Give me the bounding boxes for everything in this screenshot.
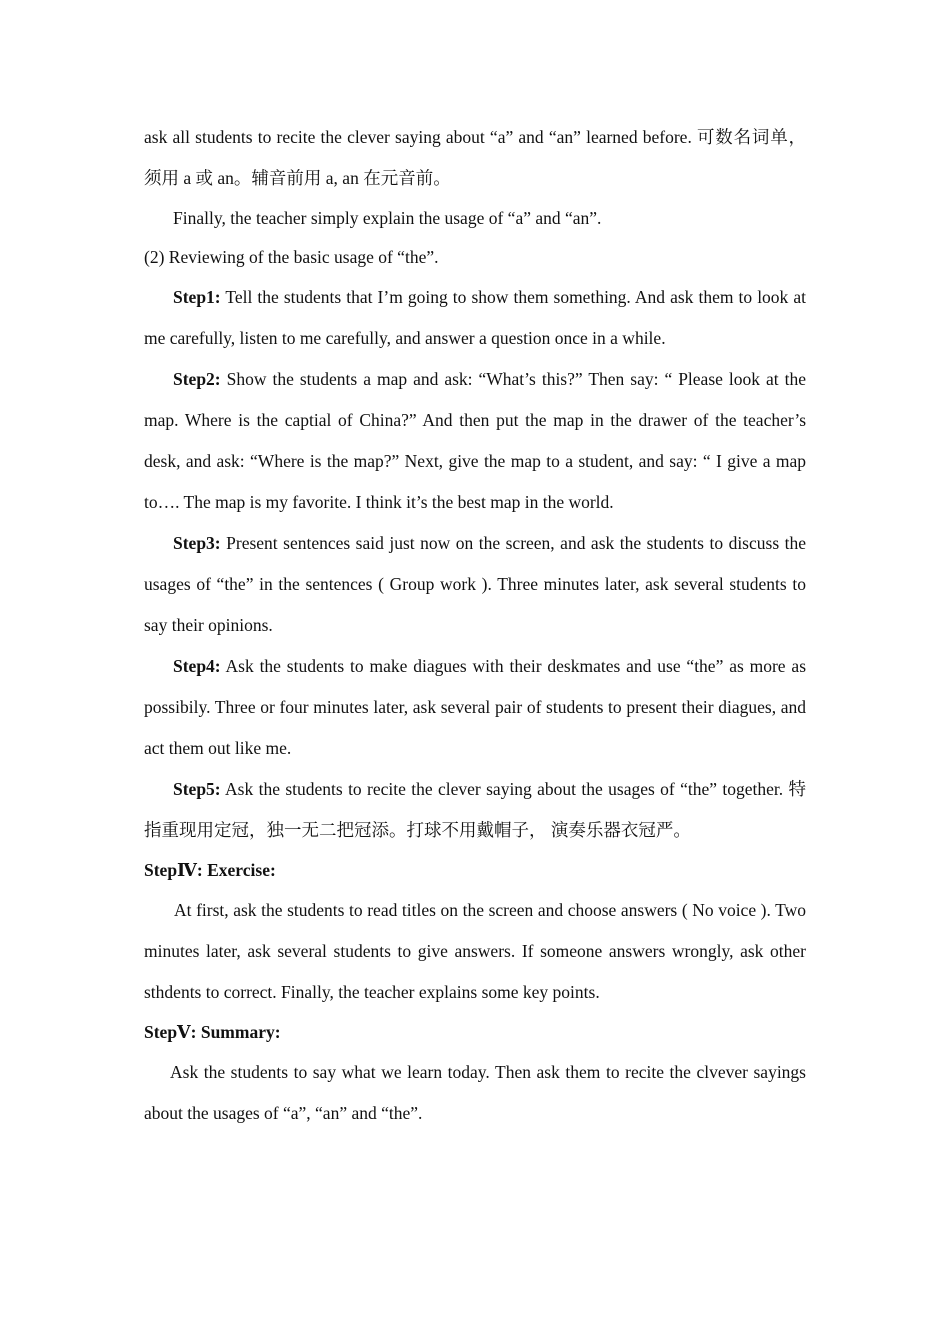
document-body: [144, 117, 806, 1134]
paragraph-summary: Ask the students to say what we learn today. Then ask them to recite the clvever sayings about the usages of “a”, “an” and “the”.: [144, 1062, 806, 1123]
step1-text: Tell the students that I’m going to show them something. And ask them to look at me carefully, listen to me carefully, and answer a question once in a while.: [144, 287, 806, 348]
paragraph-explain-a-an: Finally, the teacher simply explain the usage of “a” and “an”.: [173, 208, 602, 228]
step3-text: Present sentences said just now on the screen, and ask the students to discuss the usages of “the” in the sentences ( Group work ). Three minutes later, ask several students to say their opinions.: [144, 533, 806, 635]
step4-text: Ask the students to make diagues with their deskmates and use “the” as more as possibily. Three or four minutes later, ask several pair of students to present their diagues, and act them out like me.: [144, 656, 806, 758]
step1-label: Step1:: [173, 287, 221, 307]
step5-label: Step5:: [173, 779, 221, 799]
heading-step-iv-exercise: StepⅣ: Exercise:: [144, 860, 276, 880]
paragraph-step3: [144, 523, 806, 646]
step4-label: Step4:: [173, 656, 221, 676]
step5-text: Ask the students to recite the clever saying about the usages of “the” together. 特指重现用定冠，独一无二把冠添。打球不用戴帽子， 演奏乐器衣冠严。: [144, 779, 806, 840]
paragraph-step2: [144, 359, 806, 523]
paragraph-step5: [144, 769, 806, 851]
paragraph-exercise: At first, ask the students to read titles on the screen and choose answers ( No voice ). Two minutes later, ask several students to give answers. If someone answers wrongly, ask other sthdents to correct. Finally, the teacher explains some key points.: [144, 900, 806, 1002]
step2-text: Show the students a map and ask: “What’s this?” Then say: “ Please look at the map. Where is the captial of China?” And then put the map in the drawer of the teacher’s desk, and ask: “Where is the map?” Next, give the map to a student, and say: “ I give a map to…. The map is my favorite. I think it’s the best map in the world.: [144, 369, 806, 512]
step3-label: Step3:: [173, 533, 221, 553]
step2-label: Step2:: [173, 369, 221, 389]
paragraph-reviewing-the: (2) Reviewing of the basic usage of “the”.: [144, 247, 439, 267]
paragraph-step1: [144, 277, 806, 359]
paragraph-clever-saying-a-an: ask all students to recite the clever saying about “a” and “an” learned before. 可数名词单，须用 a 或 an。辅音前用 a, an 在元音前。: [144, 127, 806, 188]
heading-step-v-summary: StepⅤ: Summary:: [144, 1022, 281, 1042]
paragraph-step4: [144, 646, 806, 769]
